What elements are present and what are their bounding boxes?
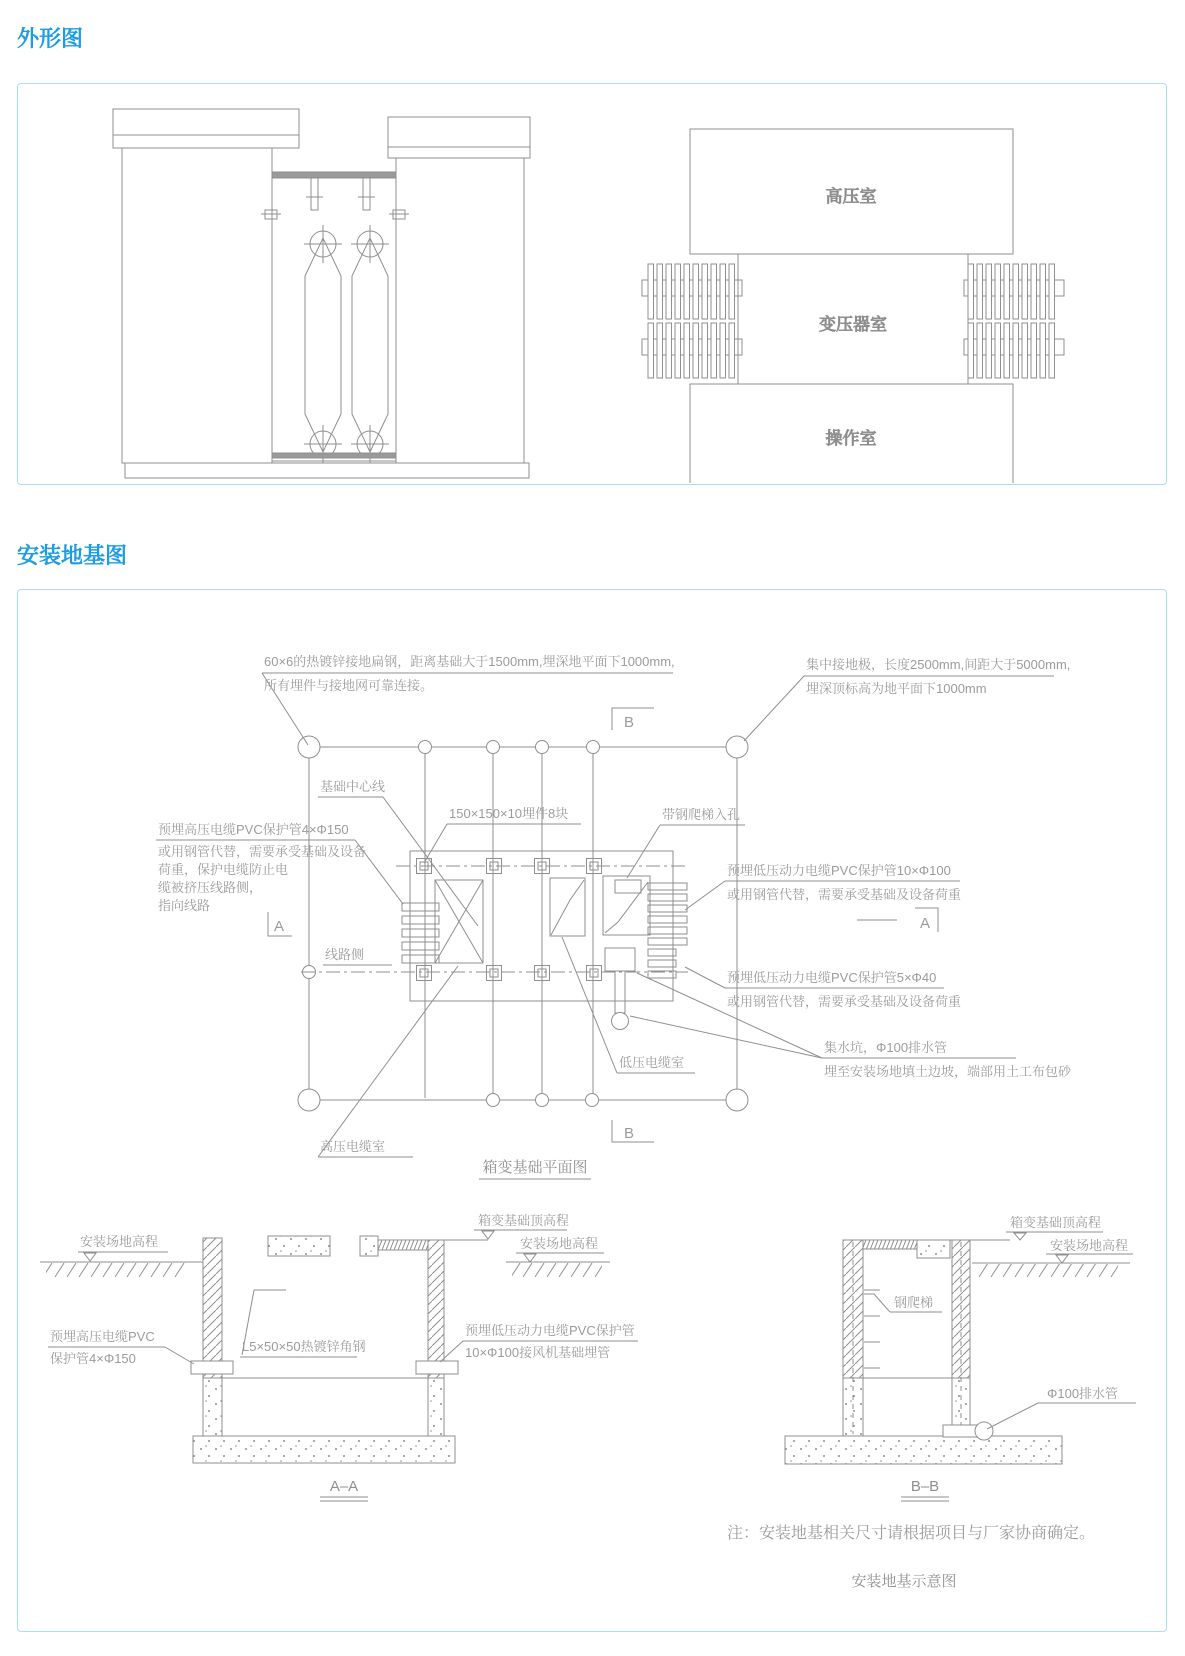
aa-lv-pvc-2: 10×Φ100接风机基础埋管 bbox=[465, 1345, 611, 1360]
ann-electrode-1: 集中接地极，长度2500mm,间距大于5000mm, bbox=[806, 657, 1071, 672]
foundation-note: 注：安装地基相关尺寸请根据项目与厂家协商确定。 bbox=[727, 1525, 1096, 1542]
plan-view bbox=[642, 129, 1064, 483]
lv-pvc-pipes bbox=[648, 883, 687, 978]
label-line-side: 线路侧 bbox=[325, 947, 365, 962]
foundation-caption: 安装地基示意图 bbox=[851, 1573, 957, 1590]
hv-pvc-pipes bbox=[402, 903, 439, 963]
foundation-drawing-panel bbox=[17, 589, 1167, 1632]
ann-centerline: 基础中心线 bbox=[320, 779, 386, 794]
ann-hv-pvc-3: 荷重，保护电缆防止电 bbox=[158, 862, 289, 877]
aa-site-elev-right: 安装场地高程 bbox=[520, 1236, 599, 1251]
plan-caption: 箱变基础平面图 bbox=[482, 1159, 588, 1176]
bb-ladder: 钢爬梯 bbox=[894, 1295, 934, 1310]
bb-site-elev: 安装场地高程 bbox=[1050, 1238, 1129, 1253]
sump-pit bbox=[605, 948, 635, 1030]
bb-drain: Φ100排水管 bbox=[1047, 1386, 1119, 1401]
ann-ladder-hole: 带钢爬梯入孔 bbox=[662, 807, 741, 822]
ann-hv-pvc-4: 缆被挤压线路侧， bbox=[158, 880, 263, 895]
radiator-right-bottom bbox=[968, 323, 1055, 378]
outline-drawing bbox=[18, 84, 1166, 483]
ann-hv-pvc-2: 或用钢管代替，需要承受基础及设备 bbox=[158, 844, 367, 859]
ann-electrode-2: 埋深顶标高为地平面下1000mm bbox=[806, 681, 987, 696]
section-title-outline: 外形图 bbox=[17, 26, 84, 51]
marker-b-top: B bbox=[624, 714, 635, 731]
bb-top-elev: 箱变基础顶高程 bbox=[1010, 1215, 1102, 1230]
aa-caption: A–A bbox=[329, 1478, 359, 1495]
outline-drawing-panel bbox=[17, 83, 1167, 485]
aa-hv-pvc-1: 预埋高压电缆PVC bbox=[50, 1329, 155, 1344]
radiator-left-top bbox=[648, 264, 735, 319]
ann-sump-2: 埋至安装场地填土边坡，端部用土工布包砂 bbox=[824, 1064, 1072, 1079]
ann-lv40-1: 预埋低压动力电缆PVC保护管5×Φ40 bbox=[727, 970, 937, 985]
foundation-drawing bbox=[18, 590, 1166, 1629]
marker-b-bottom: B bbox=[624, 1125, 635, 1142]
ann-lv100-1: 预埋低压动力电缆PVC保护管10×Φ100 bbox=[727, 863, 951, 878]
radiator-left-bottom bbox=[648, 323, 735, 378]
room-label-hv: 高压室 bbox=[825, 187, 877, 206]
ann-hv-pvc-5: 指向线路 bbox=[158, 898, 211, 913]
aa-hv-pvc-2: 保护管4×Φ150 bbox=[50, 1351, 136, 1366]
lv-cable-room bbox=[550, 878, 585, 936]
section-title-foundation: 安装地基图 bbox=[17, 543, 128, 568]
ann-lv40-2: 或用钢管代替，需要承受基础及设备荷重 bbox=[727, 994, 962, 1009]
radiator-right-top bbox=[968, 264, 1055, 319]
ann-sump-1: 集水坑，Φ100排水管 bbox=[824, 1040, 948, 1055]
aa-angle-steel: L5×50×50热镀锌角钢 bbox=[242, 1339, 366, 1354]
aa-lv-pvc-1: 预埋低压动力电缆PVC保护管 bbox=[465, 1323, 635, 1338]
hv-cable-room bbox=[435, 880, 483, 963]
ann-hv-pvc-1: 预埋高压电缆PVC保护管4×Φ150 bbox=[158, 822, 349, 837]
ann-ground-flat-2: 所有埋件与接地网可靠连接。 bbox=[264, 678, 434, 693]
ladder-manhole bbox=[603, 876, 650, 935]
ann-embed: 150×150×10埋件8块 bbox=[449, 806, 569, 821]
label-lv-room: 低压电缆室 bbox=[619, 1055, 685, 1070]
bb-caption: B–B bbox=[910, 1478, 940, 1495]
marker-a-right: A bbox=[920, 915, 931, 932]
room-label-transformer: 变压器室 bbox=[819, 315, 887, 334]
front-view bbox=[113, 109, 530, 478]
embedded-plates bbox=[417, 859, 602, 981]
marker-a-left: A bbox=[274, 918, 285, 935]
aa-site-elev-left: 安装场地高程 bbox=[80, 1234, 159, 1249]
section-bb bbox=[785, 1232, 1136, 1501]
label-hv-room: 高压电缆室 bbox=[320, 1139, 386, 1154]
aa-top-elev: 箱变基础顶高程 bbox=[478, 1213, 570, 1228]
ann-ground-flat-1: 60×6的热镀锌接地扁钢，距离基础大于1500mm,埋深地平面下1000mm, bbox=[264, 654, 675, 669]
ann-lv100-2: 或用钢管代替，需要承受基础及设备荷重 bbox=[727, 887, 962, 902]
room-label-operation: 操作室 bbox=[825, 429, 877, 448]
